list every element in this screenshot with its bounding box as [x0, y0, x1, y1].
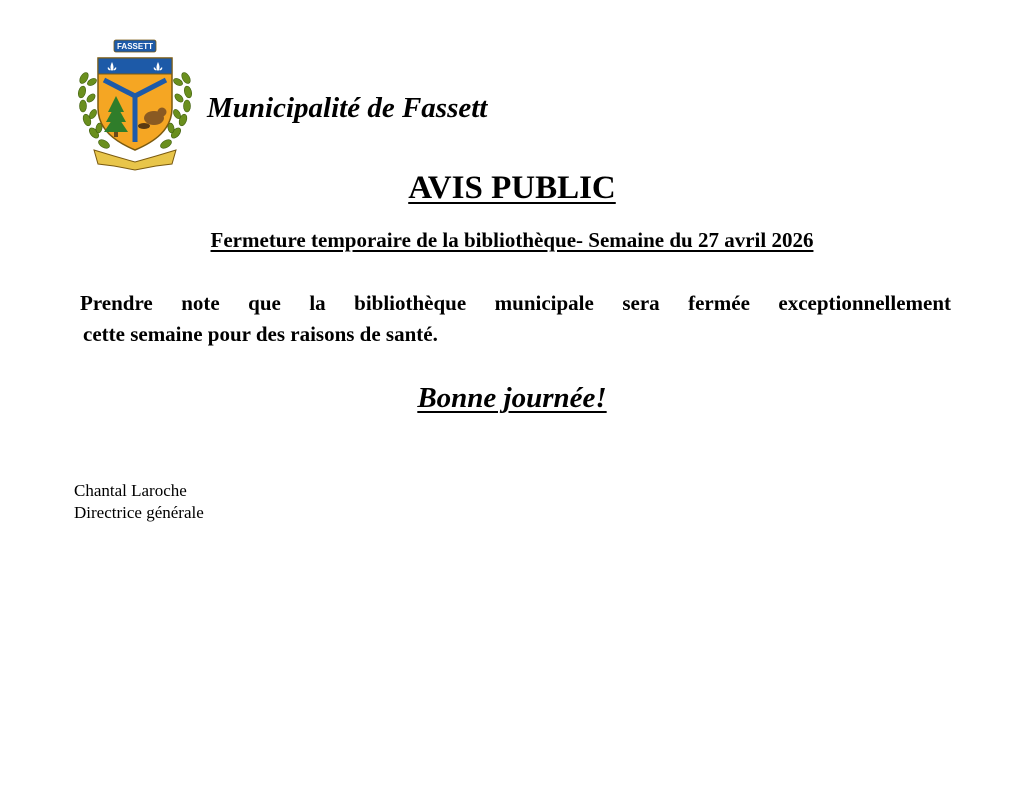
ribbon-icon: [94, 150, 176, 170]
svg-text:FASSETT: FASSETT: [116, 42, 154, 51]
signatory-role: Directrice générale: [74, 503, 204, 522]
signature-block: [74, 480, 204, 524]
notice-subject: Fermeture temporaire de la bibliothèque- Semaine du 27 avril 2026: [210, 228, 814, 252]
signatory-name: Chantal Laroche: [74, 481, 187, 500]
notice-body: [80, 288, 951, 350]
notice-body-line-2: cette semaine pour des raisons de santé.: [83, 322, 438, 346]
notice-body-line-1: Prendre note que la bibliothèque municipale sera fermée exceptionnellement: [80, 291, 951, 315]
notice-title: AVIS PUBLIC: [408, 170, 616, 206]
municipality-name: Municipalité de Fassett: [207, 92, 488, 124]
closing-greeting: Bonne journée!: [417, 382, 607, 414]
municipality-coat-of-arms-logo: [74, 38, 196, 172]
